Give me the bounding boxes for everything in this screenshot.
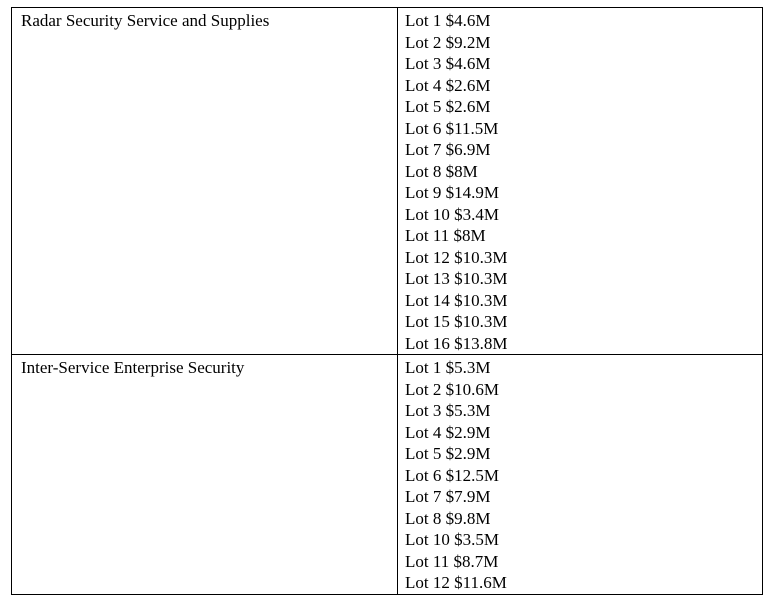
lot-value: Lot 8 $8M [405, 161, 478, 181]
table-row [12, 355, 763, 595]
lot-value: Lot 12 $10.3M [405, 247, 508, 267]
lot-value: Lot 12 $11.6M [405, 573, 507, 592]
lot-value: Lot 1 $5.3M [405, 358, 491, 377]
contract-lots-table [11, 7, 763, 595]
lot-value: Lot 8 $9.8M [405, 508, 491, 528]
lot-value: Lot 13 $10.3M [405, 269, 508, 288]
lot-value: Lot 9 $14.9M [405, 183, 499, 202]
lots-list-cell [398, 355, 763, 595]
service-name-cell: Inter-Service Enterprise Security [12, 355, 398, 595]
lot-value: Lot 6 $11.5M [405, 118, 499, 138]
table-row [12, 8, 763, 355]
lot-value: Lot 5 $2.9M [405, 444, 491, 463]
lot-value: Lot 11 $8.7M [405, 551, 499, 571]
lots-list-cell [398, 8, 763, 355]
lot-value: Lot 16 $13.8M [405, 333, 508, 353]
lot-value: Lot 10 $3.5M [405, 530, 499, 549]
lot-value: Lot 10 $3.4M [405, 204, 499, 224]
lot-value: Lot 11 $8M [405, 226, 486, 245]
lot-value: Lot 6 $12.5M [405, 465, 499, 485]
lot-value: Lot 1 $4.6M [405, 11, 491, 30]
lot-value: Lot 15 $10.3M [405, 312, 508, 331]
lot-value: Lot 5 $2.6M [405, 97, 491, 116]
lot-value: Lot 4 $2.6M [405, 75, 491, 95]
service-name-cell: Radar Security Service and Supplies [12, 8, 398, 355]
lot-value: Lot 3 $4.6M [405, 54, 491, 73]
lot-value: Lot 7 $6.9M [405, 140, 491, 159]
lot-value: Lot 4 $2.9M [405, 422, 491, 442]
lot-value: Lot 14 $10.3M [405, 290, 508, 310]
lot-value: Lot 7 $7.9M [405, 487, 491, 506]
lot-value: Lot 2 $10.6M [405, 379, 499, 399]
lot-value: Lot 3 $5.3M [405, 401, 491, 420]
lot-value: Lot 2 $9.2M [405, 32, 491, 52]
table-body [12, 8, 763, 595]
